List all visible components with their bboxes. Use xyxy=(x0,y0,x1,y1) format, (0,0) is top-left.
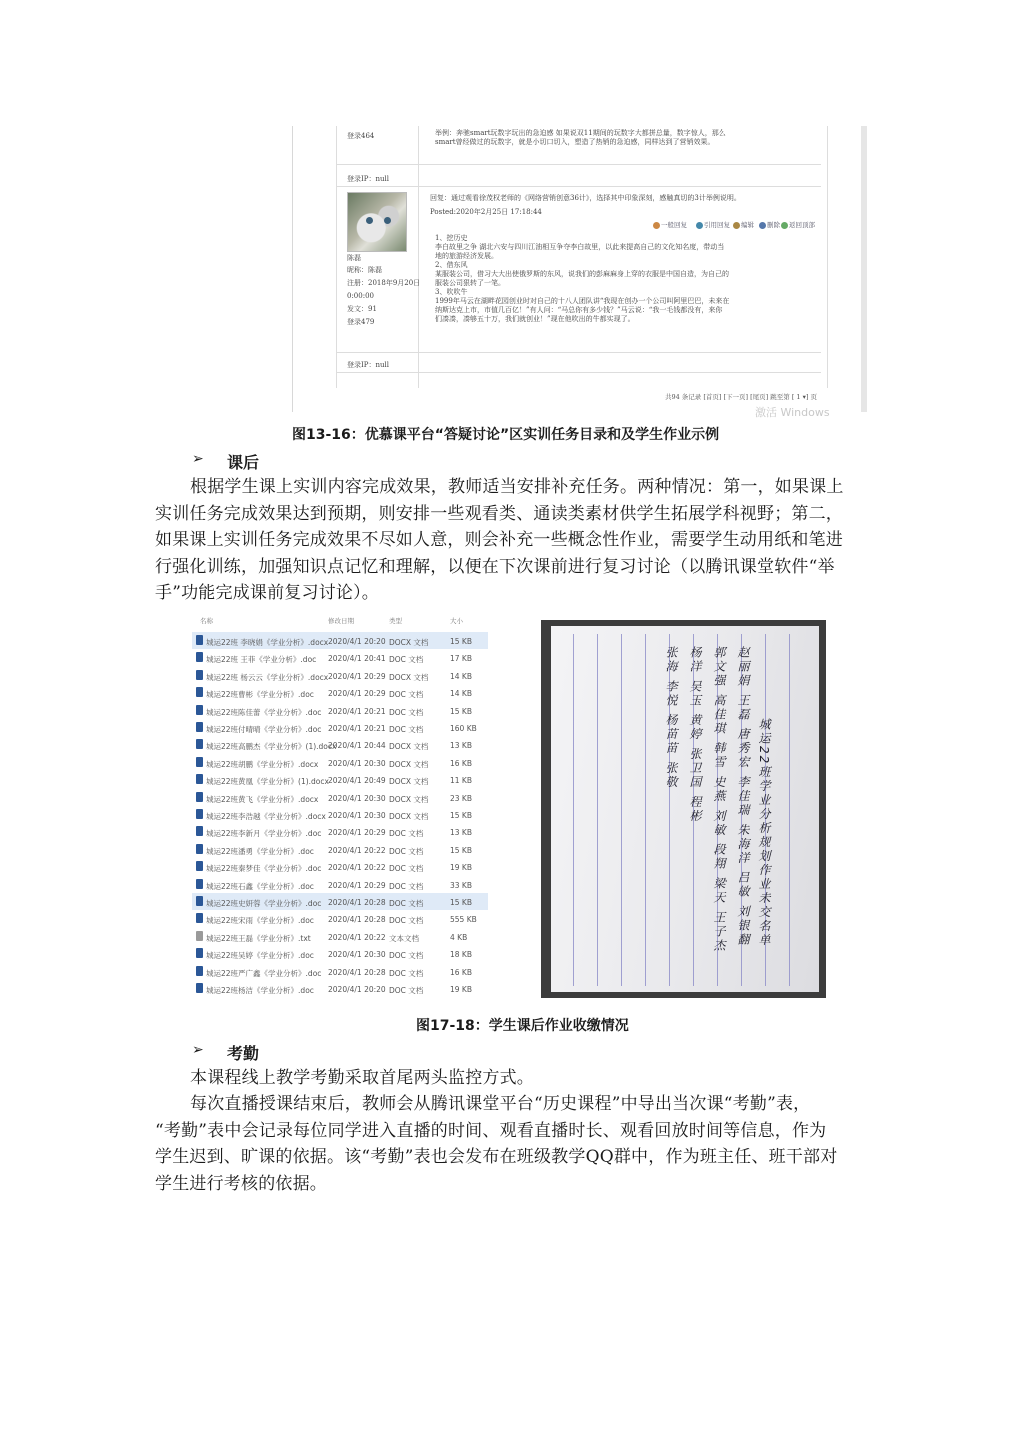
file-name: 城运22班曹彬《学业分析》.doc xyxy=(206,690,314,700)
file-type: DOC 文档 xyxy=(389,725,424,734)
file-list xyxy=(192,610,488,1000)
file-name: 城运22班 杨云云《学业分析》.docx xyxy=(206,672,329,682)
file-size: 15 KB xyxy=(450,898,472,907)
reply-button[interactable]: 一般回复 xyxy=(653,220,687,229)
file-type: DOC 文档 xyxy=(389,951,424,961)
post-body-line: 纳斯达克上市，市值几百亿！”有人问：“马总你有多少钱？”马云说：“我一毛钱都没有，来你 xyxy=(435,306,723,314)
delete-button[interactable]: 删除 xyxy=(759,220,780,229)
file-name: 城运22班高鹏杰《学业分析》(1).docx xyxy=(206,742,337,752)
file-size: 14 KB xyxy=(450,671,472,681)
file-type: DOCX 文档 xyxy=(389,794,429,804)
word-file-icon xyxy=(196,757,203,767)
file-date: 2020/4/1 20:44 xyxy=(328,741,386,751)
file-name: 城运22班严广鑫《学业分析》.doc xyxy=(206,968,322,978)
reply-title: 回复：通过观看徐茂权老师的《网络营销创意36计》，选择其中印象深刻，感触真切的3计举例说明。 xyxy=(430,194,741,202)
login-ip: 登录IP：null xyxy=(347,361,389,369)
file-date: 2020/4/1 20:20 xyxy=(328,637,386,646)
file-size: 18 KB xyxy=(450,950,472,960)
word-file-icon xyxy=(196,809,203,819)
user-posts: 发文：91 xyxy=(347,305,377,313)
file-date: 2020/4/1 20:49 xyxy=(328,776,386,786)
file-size: 17 KB xyxy=(450,654,472,664)
file-name: 城运22班付晴晴《学业分析》.doc xyxy=(206,725,322,734)
file-row[interactable] xyxy=(192,893,488,910)
file-name: 城运22班石鑫《学业分析》.doc xyxy=(206,881,314,891)
file-name: 城运22班史妍蓉《学业分析》.doc xyxy=(206,899,322,908)
divider xyxy=(418,126,419,388)
file-type: DOCX 文档 xyxy=(389,638,429,647)
word-file-icon xyxy=(196,861,203,871)
file-size: 13 KB xyxy=(450,828,472,838)
file-type: DOCX 文档 xyxy=(389,742,429,752)
file-row[interactable] xyxy=(192,736,488,753)
post-body-line: 地的旅游经济发展。 xyxy=(435,252,498,260)
file-type: DOCX 文档 xyxy=(389,812,429,821)
file-row[interactable] xyxy=(192,684,488,701)
file-date: 2020/4/1 20:22 xyxy=(328,932,386,942)
divider xyxy=(336,186,821,187)
file-name: 城运22班宋雨《学业分析》.doc xyxy=(206,916,314,926)
file-date: 2020/4/1 20:30 xyxy=(328,793,386,803)
file-date: 2020/4/1 20:21 xyxy=(328,724,386,733)
post-body-line: 李白故里之争 湖北六安与四川江油相互争夺李白故里，以此来提高自己的文化知名度，带动当 xyxy=(435,243,725,251)
text-line: 根据学生课上实训内容完成效果，教师适当安排补充任务。两种情况：第一，如果课上 xyxy=(190,477,844,497)
file-date: 2020/4/1 20:22 xyxy=(328,845,386,855)
file-size: 555 KB xyxy=(450,915,477,925)
file-name: 城运22班吴婷《学业分析》.doc xyxy=(206,951,314,961)
file-row[interactable] xyxy=(192,945,488,962)
file-name: 城运22班 王菲《学业分析》.doc xyxy=(206,655,317,665)
file-row[interactable] xyxy=(192,667,488,684)
file-type: DOC 文档 xyxy=(389,846,424,856)
pencil-icon xyxy=(733,222,740,229)
text-line: 手”功能完成课前复习讨论）。 xyxy=(155,583,379,603)
handwriting-line: 郭文强 高佳琪 韩雪 史燕 刘敏 段翔 梁天 王子杰 xyxy=(712,646,726,953)
post-body-line: 1999年马云在湖畔花园创业时对自己的十八人团队讲“我现在创办一个公司叫阿里巴巴，未来在 xyxy=(435,297,730,305)
file-size: 15 KB xyxy=(450,706,472,716)
file-date: 2020/4/1 20:30 xyxy=(328,758,386,768)
text-line: 学生迟到、旷课的依据。该“考勤”表也会发布在班级教学QQ群中，作为班主任、班干部对 xyxy=(155,1147,838,1167)
file-row[interactable] xyxy=(192,876,488,893)
paragraph xyxy=(155,474,869,607)
posted-time: Posted:2020年2月25日 17:18:44 xyxy=(430,208,542,216)
user-login: 登录479 xyxy=(347,318,375,326)
word-file-icon xyxy=(196,896,203,906)
text-line: 如果课上实训任务完成效果不尽如人意，则会补充一些概念性作业，需要学生动用纸和笔进 xyxy=(155,530,843,550)
file-date: 2020/4/1 20:28 xyxy=(328,967,386,977)
file-type: DOC 文档 xyxy=(389,881,424,891)
paragraph xyxy=(155,1091,869,1197)
word-file-icon xyxy=(196,913,203,923)
file-row[interactable] xyxy=(192,702,488,719)
handwriting-line: 赵丽娟 王磊 唐秀宏 李佳瑞 朱海洋 吕敏 刘银翻 xyxy=(736,646,750,947)
word-file-icon xyxy=(196,983,203,993)
file-type: DOC 文档 xyxy=(389,690,424,700)
back-to-top-button[interactable]: 返回顶部 xyxy=(781,220,815,229)
file-type: 文本文档 xyxy=(389,933,419,943)
column-header-type[interactable]: 类型 xyxy=(389,617,402,625)
file-row[interactable] xyxy=(192,806,488,823)
file-type: DOC 文档 xyxy=(389,864,424,874)
user-register: 注册：2018年9月20日 xyxy=(347,279,421,287)
file-size: 15 KB xyxy=(450,637,472,646)
post-body-line: smart曾经做过的玩数字，就是小切口切入，塑造了热销的急迫感，同样达到了营销效果。 xyxy=(435,138,715,146)
file-type: DOCX 文档 xyxy=(389,777,429,787)
post-body-line: 某服装公司，借习大大出使俄罗斯的东风，说我们的彭麻麻身上穿的衣服是中国自造，为自己的 xyxy=(435,270,729,278)
file-size: 19 KB xyxy=(450,863,472,873)
post-body-line: 们凑凑，凑够五十万，我们就创业！”现在他吹出的牛都实现了。 xyxy=(435,315,635,323)
column-header-name[interactable]: 名称 xyxy=(200,617,213,625)
file-name: 城运22班黄凰《学业分析》(1).docx xyxy=(206,777,329,787)
file-name: 城运22班黄飞《学业分析》.docx xyxy=(206,794,319,804)
forum-screenshot xyxy=(292,126,867,419)
paragraph xyxy=(155,1065,869,1092)
file-type: DOCX 文档 xyxy=(389,759,429,769)
file-name: 城运22班陈佳蕾《学业分析》.doc xyxy=(206,707,322,717)
file-row[interactable] xyxy=(192,910,488,927)
handwriting-line: 城运22班学业分析规划作业未交名单 xyxy=(757,718,771,948)
login-count: 登录464 xyxy=(347,132,375,140)
file-size: 16 KB xyxy=(450,967,472,977)
word-file-icon xyxy=(196,670,203,680)
word-file-icon xyxy=(196,739,203,749)
text-line: “考勤”表中会记录每位同学进入直播的时间、观看直播时长、观看回放时间等信息，作为 xyxy=(155,1120,827,1141)
file-name: 城运22班胡鹏《学业分析》.docx xyxy=(206,759,319,769)
word-file-icon xyxy=(196,844,203,854)
user-nickname: 昵称：陈磊 xyxy=(347,266,382,274)
quote-icon xyxy=(696,222,703,229)
file-name: 城运22班王磊《学业分析》.txt xyxy=(206,933,311,943)
section-heading: 课后 xyxy=(227,453,260,472)
top-icon xyxy=(781,222,788,229)
word-file-icon xyxy=(196,879,203,889)
divider xyxy=(336,164,821,165)
file-date: 2020/4/1 20:29 xyxy=(328,689,386,699)
file-type: DOC 文档 xyxy=(389,968,424,978)
handwriting-line: 杨洋 吴玉 黄婷 张卫国 程彬 xyxy=(688,646,702,824)
file-size: 13 KB xyxy=(450,741,472,751)
file-size: 11 KB xyxy=(450,776,472,786)
figure-caption: 图17-18：学生课后作业收缴情况 xyxy=(416,1018,629,1034)
file-size: 15 KB xyxy=(450,845,472,855)
file-type: DOC 文档 xyxy=(389,899,424,908)
word-file-icon xyxy=(196,722,203,732)
file-date: 2020/4/1 20:29 xyxy=(328,828,386,838)
file-size: 16 KB xyxy=(450,758,472,768)
activation-watermark: 激活 Windows xyxy=(755,406,830,419)
text-line: 本课程线上教学考勤采取首尾两头监控方式。 xyxy=(190,1068,534,1088)
file-type: DOC 文档 xyxy=(389,829,424,839)
file-name: 城运22班 李晓娟《学业分析》.docx xyxy=(206,638,329,647)
file-size: 4 KB xyxy=(450,932,468,942)
file-row[interactable] xyxy=(192,632,488,649)
lined-paper xyxy=(551,626,819,992)
file-name: 城运22班杨洁《学业分析》.doc xyxy=(206,986,314,995)
column-header-date[interactable]: 修改日期 xyxy=(328,617,354,625)
text-line: 实训任务完成效果达到预期，则安排一些观看类、通读类素材供学生拓展学科视野；第二， xyxy=(155,503,843,524)
file-row[interactable] xyxy=(192,719,488,736)
word-file-icon xyxy=(196,635,203,645)
file-type: DOC 文档 xyxy=(389,986,424,995)
section-heading: 考勤 xyxy=(227,1044,260,1063)
post-body-line: 举例：奔驰smart玩数字玩出的急迫感 如果说双11期间的玩数字大都拼总量，数字惊人，那么 xyxy=(435,129,726,137)
text-line: 每次直播授课结束后，教师会从腾讯课堂平台“历史课程”中导出当次课“考勤”表， xyxy=(190,1094,811,1114)
figure-caption: 图13-16：优慕课平台“答疑讨论”区实训任务目录和及学生作业示例 xyxy=(292,427,720,443)
file-size: 14 KB xyxy=(450,689,472,699)
file-size: 160 KB xyxy=(450,724,477,733)
word-file-icon xyxy=(196,948,203,958)
bullet-icon: ➢ xyxy=(192,451,204,467)
post-body-line: 1、挖历史 xyxy=(435,234,468,242)
word-file-icon xyxy=(196,826,203,836)
text-line: 学生进行考核的依据。 xyxy=(155,1173,327,1194)
edit-button[interactable]: 编辑 xyxy=(733,220,754,229)
post-body-line: 3、吹吹牛 xyxy=(435,288,468,296)
file-date: 2020/4/1 20:41 xyxy=(328,654,386,664)
file-date: 2020/4/1 20:20 xyxy=(328,985,386,994)
file-date: 2020/4/1 20:21 xyxy=(328,706,386,716)
reply-icon xyxy=(653,222,660,229)
file-row[interactable] xyxy=(192,754,488,771)
file-row[interactable] xyxy=(192,823,488,840)
file-size: 33 KB xyxy=(450,880,472,890)
word-file-icon xyxy=(196,774,203,784)
file-size: 15 KB xyxy=(450,811,472,820)
word-file-icon xyxy=(196,966,203,976)
cat-eye-icon xyxy=(366,217,373,224)
file-type: DOC 文档 xyxy=(389,655,424,665)
text-line: 行强化训练，加强知识点记忆和理解，以便在下次课前进行复习讨论（以腾讯课堂软件“举 xyxy=(155,556,835,577)
divider xyxy=(336,126,337,388)
pagination[interactable]: 共94 条记录 [首页] [下一页] [尾页] 跳至第 [ 1 ▾] 页 xyxy=(664,393,817,401)
word-file-icon xyxy=(196,705,203,715)
file-date: 2020/4/1 20:30 xyxy=(328,950,386,960)
file-size: 19 KB xyxy=(450,985,472,994)
file-date: 2020/4/1 20:28 xyxy=(328,898,386,907)
text-file-icon xyxy=(196,931,203,941)
file-date: 2020/4/1 20:22 xyxy=(328,863,386,873)
word-file-icon xyxy=(196,792,203,802)
user-name: 陈磊 xyxy=(347,254,361,262)
trash-icon xyxy=(759,222,766,229)
file-type: DOC 文档 xyxy=(389,916,424,926)
file-name: 城运22班潘勇《学业分析》.doc xyxy=(206,846,314,856)
file-row[interactable] xyxy=(192,858,488,875)
avatar xyxy=(347,192,407,252)
handwriting-line: 张海 李悦 杨苗苗 张敬 xyxy=(664,646,678,790)
file-type: DOC 文档 xyxy=(389,707,424,717)
file-row[interactable] xyxy=(192,980,488,997)
file-date: 2020/4/1 20:30 xyxy=(328,811,386,820)
divider xyxy=(827,126,828,388)
file-size: 23 KB xyxy=(450,793,472,803)
quote-reply-button[interactable]: 引用回复 xyxy=(696,220,730,229)
post-body-line: 服装公司狠转了一笔。 xyxy=(435,279,505,287)
file-date: 2020/4/1 20:29 xyxy=(328,880,386,890)
file-date: 2020/4/1 20:28 xyxy=(328,915,386,925)
user-register-time: 0:00:00 xyxy=(347,292,374,300)
file-row[interactable] xyxy=(192,771,488,788)
file-type: DOCX 文档 xyxy=(389,672,429,682)
file-name: 城运22班秦梦佳《学业分析》.doc xyxy=(206,864,322,874)
file-date: 2020/4/1 20:29 xyxy=(328,671,386,681)
column-header-size[interactable]: 大小 xyxy=(450,617,463,625)
cat-eye-icon xyxy=(384,217,391,224)
file-row[interactable] xyxy=(192,789,488,806)
word-file-icon xyxy=(196,652,203,662)
bullet-icon: ➢ xyxy=(192,1042,204,1058)
file-name: 城运22班李新月《学业分析》.doc xyxy=(206,829,322,839)
login-ip: 登录IP：null xyxy=(347,175,389,183)
divider xyxy=(336,352,821,353)
word-file-icon xyxy=(196,687,203,697)
file-name: 城运22班李浩越《学业分析》.docx xyxy=(206,812,326,821)
file-row[interactable] xyxy=(192,649,488,666)
handwriting-photo xyxy=(541,620,826,998)
post-body-line: 2、借东风 xyxy=(435,261,468,269)
divider xyxy=(336,372,821,373)
file-row[interactable] xyxy=(192,928,488,945)
file-row[interactable] xyxy=(192,963,488,980)
file-row[interactable] xyxy=(192,841,488,858)
